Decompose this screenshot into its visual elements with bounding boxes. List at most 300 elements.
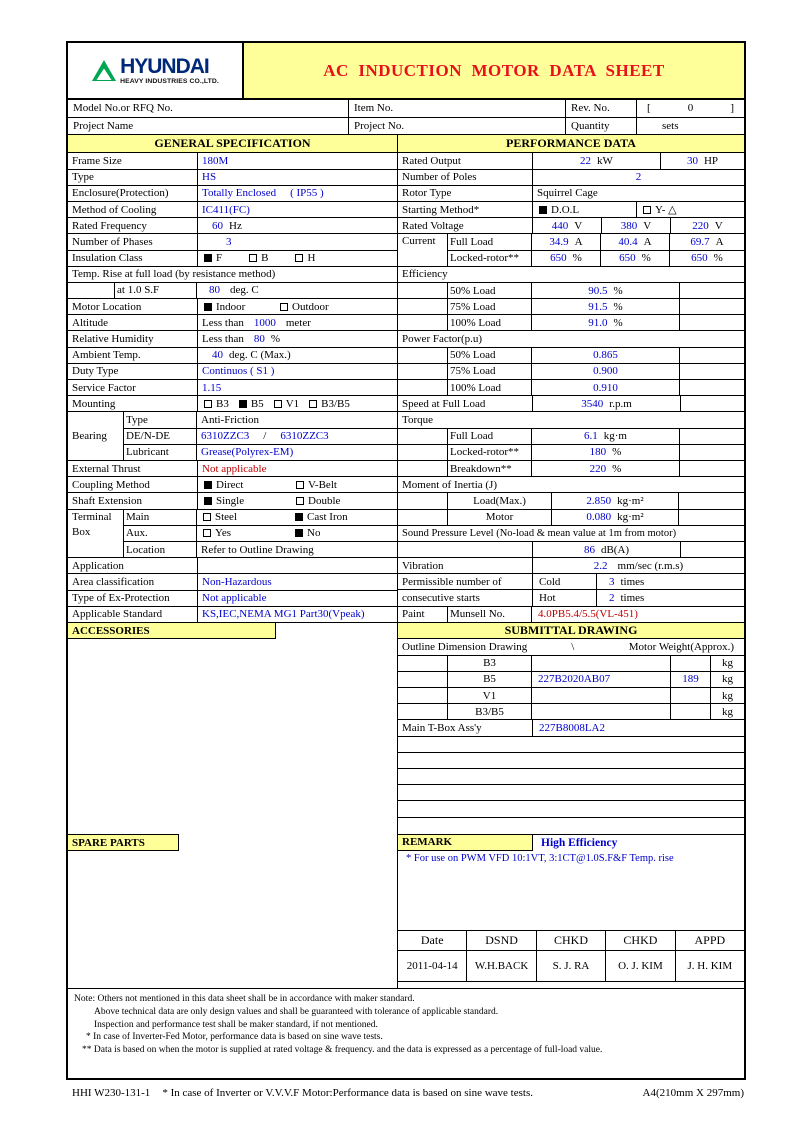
row-service-factor-temp — [68, 283, 397, 299]
checkbox-item — [296, 495, 340, 507]
value-text: 220 — [692, 219, 709, 232]
outline-label: Outline Dimension Drawing — [402, 641, 528, 654]
label-text: Area classification — [72, 575, 155, 588]
field-label — [68, 591, 198, 606]
value-text: 3 — [226, 235, 232, 248]
field-value — [198, 234, 397, 249]
checkbox-label: F — [216, 252, 223, 265]
indent-cell — [398, 704, 448, 719]
unit-text: % — [612, 462, 622, 475]
label-text: Aux. — [126, 527, 148, 540]
field-value — [532, 380, 680, 395]
label-text: Locked-rotor** — [450, 446, 520, 459]
label-text: Coupling Method — [72, 478, 150, 491]
label-text: Ambient Temp. — [72, 349, 141, 362]
unit-text: % — [713, 252, 723, 265]
remark-header: REMARK — [398, 835, 533, 851]
label-text: Efficiency — [402, 268, 448, 281]
value-text: 380 — [620, 219, 638, 232]
row-efficiency-75 — [398, 299, 744, 315]
drawing-no-cell — [532, 656, 671, 671]
empty-row — [398, 785, 744, 801]
label-text: Method of Cooling — [72, 203, 157, 216]
label-text: Motor — [485, 511, 514, 524]
field-label — [68, 331, 198, 346]
label-text: Locked-rotor** — [450, 252, 520, 265]
checkbox-icon — [204, 481, 212, 489]
row-efficiency-header — [398, 267, 744, 283]
value-text: 650 — [550, 252, 567, 265]
current-cell — [601, 234, 670, 249]
field-value — [197, 445, 397, 460]
section-label — [398, 477, 744, 492]
value-text: 3 — [609, 575, 615, 588]
empty-cell — [398, 737, 744, 752]
label-text: Frame Size — [72, 154, 122, 167]
indent-cell — [398, 315, 448, 330]
item-no-cell — [349, 100, 566, 117]
row-sound-value — [398, 542, 744, 558]
unit-text: V — [643, 219, 652, 232]
indent-cell — [398, 380, 448, 395]
drawing-no-cell — [532, 704, 671, 719]
remark-headline-cell — [533, 835, 744, 851]
checkbox-icon — [280, 303, 288, 311]
approval-signature-cell — [676, 951, 744, 981]
checkbox-icon — [274, 400, 282, 408]
checkbox-icon — [539, 206, 547, 214]
model-no-label: Model No.or RFQ No. — [73, 102, 173, 115]
label-text: Munsell No. — [450, 608, 505, 621]
row-power-factor-header — [398, 331, 744, 347]
label-text: Temp. Rise at full load (by resistance method) — [72, 268, 276, 281]
label-text: Torque — [402, 414, 433, 426]
unit-text: % — [613, 316, 623, 329]
checkbox-label: V-Belt — [308, 478, 337, 491]
indent-cell — [398, 348, 448, 363]
row-frame-size — [68, 153, 397, 169]
value-text: S. J. RA — [552, 959, 590, 972]
approval-header-cell — [606, 931, 675, 950]
field-label — [398, 574, 533, 589]
row-ex-protection — [68, 591, 397, 607]
label-text: Moment of Inertia (J) — [402, 478, 497, 491]
label-text: 75% Load — [450, 365, 496, 378]
label-text: Full Load — [450, 235, 494, 248]
voltage-cell — [533, 218, 602, 233]
unit-text: Hz — [229, 219, 242, 232]
checkbox-icon — [296, 481, 304, 489]
backslash-separator: \ — [571, 641, 575, 654]
field-value — [533, 396, 681, 411]
row-enclosure — [68, 186, 397, 202]
value-text: Non-Hazardous — [202, 575, 272, 588]
field-value — [197, 542, 397, 557]
value-text: 80 — [253, 333, 265, 346]
field-label — [398, 170, 533, 185]
checkbox-label: H — [307, 252, 316, 265]
value-text: 34.9 — [549, 235, 569, 248]
label-text: Main T-Box Ass'y — [402, 721, 482, 734]
brand-subtitle: HEAVY INDUSTRIES CO.,LTD. — [120, 78, 219, 85]
outline-cell — [398, 639, 744, 654]
unit-text: mm/sec (r.m.s) — [617, 559, 684, 572]
tail-cell — [681, 542, 744, 557]
checkbox-icon — [204, 400, 212, 408]
checkbox-label: Yes — [215, 527, 232, 540]
value-text-2: 6310ZZC3 — [280, 430, 329, 443]
sub-label — [124, 445, 197, 460]
checkbox-label: B3 — [216, 397, 229, 410]
tail-cell — [680, 461, 744, 476]
field-value — [532, 607, 744, 622]
munsell-label-cell — [448, 607, 532, 622]
field-label — [68, 461, 198, 476]
indent-cell — [398, 445, 448, 460]
section-label — [398, 526, 744, 541]
value-text: 3540 — [581, 397, 604, 410]
sub-label — [115, 283, 197, 298]
item-no-label: Item No. — [354, 102, 394, 115]
label-text: 75% Load — [450, 300, 496, 313]
starting-yd-cell — [637, 202, 744, 217]
model-no-cell — [68, 100, 349, 117]
sub-label — [448, 348, 532, 363]
terminal-box-label-cell — [68, 510, 124, 558]
label-text: Relative Humidity — [72, 333, 154, 346]
sub-label — [124, 542, 197, 557]
project-no-label: Project No. — [354, 119, 405, 132]
indent-cell — [398, 283, 448, 298]
approval-header-row — [398, 931, 744, 951]
unit-text: kg — [722, 705, 733, 718]
weight-unit-cell — [711, 672, 744, 687]
starting-dol-cell — [533, 202, 637, 217]
field-value — [532, 283, 680, 298]
field-label — [398, 607, 448, 622]
header-text: Date — [420, 932, 444, 947]
field-value — [597, 590, 744, 605]
approval-date-cell — [398, 951, 467, 981]
performance-data-header: PERFORMANCE DATA — [398, 135, 744, 153]
value-text: KS,IEC,NEMA MG1 Part30(Vpeak) — [202, 608, 365, 621]
spacer — [398, 818, 744, 835]
row-torque-breakdown — [398, 461, 744, 477]
label-text: Hot — [539, 592, 556, 605]
row-applicable-standard — [68, 607, 397, 623]
field-value — [198, 186, 397, 201]
value-text: Not applicable — [202, 462, 267, 475]
output-hp-cell — [661, 153, 744, 168]
checkbox-item — [204, 252, 222, 264]
checkbox-item — [295, 511, 348, 523]
field-value — [198, 607, 397, 622]
row-bearing-type — [124, 412, 397, 428]
checkbox-item — [203, 527, 295, 539]
checkbox-label: D.O.L — [551, 203, 580, 216]
field-value — [198, 218, 397, 233]
value-text: Totally Enclosed — [202, 187, 277, 200]
label-text: Current — [402, 235, 436, 248]
label-text: Load(Max.) — [473, 494, 526, 507]
field-value — [197, 283, 397, 298]
sub-label — [124, 526, 197, 541]
row-area-classification — [68, 574, 397, 590]
label-text: Application — [72, 559, 124, 572]
value-text: Squirrel Cage — [537, 187, 598, 200]
value-text: 90.5 — [588, 284, 608, 297]
field-value — [198, 574, 397, 589]
rev-no-label: Rev. No. — [571, 102, 610, 115]
value-text: 0.080 — [586, 511, 612, 524]
label-text: 100% Load — [450, 381, 502, 394]
label-text: Bearing — [72, 430, 107, 443]
field-label — [398, 558, 533, 573]
label-text: Full Load — [450, 430, 494, 443]
row-inertia-motor — [398, 510, 744, 526]
sheet-header — [68, 43, 744, 100]
checkbox-icon — [309, 400, 317, 408]
value-text: 440 — [551, 219, 569, 232]
value-text: 1.15 — [202, 381, 222, 394]
tail-cell — [680, 315, 744, 330]
value-text: 2 — [635, 171, 642, 184]
row-drawing-v1 — [398, 688, 744, 704]
field-value — [533, 542, 681, 557]
note-line: * In case of Inverter-Fed Motor, performance data is based on sine wave tests. — [86, 1032, 383, 1043]
quantity-value-cell — [637, 118, 744, 135]
field-value — [533, 558, 744, 573]
sub-label — [448, 364, 532, 379]
indent-cell — [398, 493, 448, 508]
mount-label — [448, 688, 532, 703]
unit-text: V — [714, 219, 723, 232]
current-label-cell — [398, 234, 448, 265]
label-text: B3 — [483, 657, 496, 670]
mount-label — [448, 672, 532, 687]
field-value — [532, 461, 680, 476]
field-value — [532, 364, 680, 379]
sub-label — [448, 493, 552, 508]
label-text: External Thrust — [72, 462, 141, 475]
bearing-label-cell — [68, 412, 124, 460]
field-value — [597, 574, 744, 589]
row-ambient-temp — [68, 348, 397, 364]
field-value — [198, 170, 397, 185]
sub-label — [448, 445, 532, 460]
checkbox-item — [204, 479, 296, 491]
label-text: Rated Output — [402, 154, 461, 167]
current-cell — [601, 251, 670, 266]
project-name-cell — [68, 118, 349, 135]
row-starts-cold — [398, 574, 744, 590]
unit-text: kg — [722, 689, 733, 702]
checkbox-label: Indoor — [216, 300, 246, 313]
rev-no-value-cell — [637, 100, 744, 117]
empty-row — [398, 737, 744, 753]
label-text: Cold — [539, 575, 561, 588]
value-text: 0.865 — [593, 349, 618, 362]
note-line: Inspection and performance test shall be maker standard, if not mentioned. — [94, 1019, 378, 1030]
field-value — [198, 396, 397, 411]
header-text: DSND — [485, 932, 518, 947]
checkbox-item — [239, 398, 264, 410]
label-text: Paint — [402, 608, 425, 621]
value-text: 91.0 — [588, 316, 608, 329]
value-prefix: Less than — [202, 333, 244, 346]
row-torque-header — [398, 412, 744, 428]
value-text: 60 — [212, 219, 223, 232]
label-text: B3/B5 — [475, 705, 504, 718]
checkbox-label: Single — [216, 494, 245, 507]
checkbox-label: Double — [308, 494, 341, 507]
row-pf-50 — [398, 348, 744, 364]
approval-table — [398, 930, 744, 982]
checkbox-item — [203, 511, 295, 523]
row-pf-100 — [398, 380, 744, 396]
checkbox-label: No — [307, 527, 321, 540]
label-text: Insulation Class — [72, 252, 143, 265]
general-specification-column — [68, 135, 398, 988]
value-text: 2.850 — [586, 494, 612, 507]
indent-cell — [398, 461, 448, 476]
value-text: W.H.BACK — [474, 959, 529, 972]
row-humidity — [68, 331, 397, 347]
unit-text: A — [643, 235, 652, 248]
row-mounting — [68, 396, 397, 412]
field-value — [198, 493, 397, 508]
label-text: 100% Load — [450, 316, 502, 329]
quantity-cell — [566, 118, 637, 135]
row-rated-output — [398, 153, 744, 169]
rev-bracket-open: [ — [647, 102, 651, 115]
empty-cell — [398, 753, 744, 768]
sub-label — [124, 510, 197, 525]
label-text: Lubricant — [126, 446, 169, 459]
checkbox-icon — [643, 206, 651, 214]
value-text: 0.910 — [593, 381, 618, 394]
data-sheet — [66, 41, 746, 1080]
current-group — [398, 234, 744, 266]
label-text: Starting Method* — [402, 203, 480, 216]
row-coupling-method — [68, 477, 397, 493]
unit-text: kg·m² — [617, 511, 644, 524]
row-efficiency-100 — [398, 315, 744, 331]
weight-cell — [671, 672, 711, 687]
sub-label — [448, 461, 532, 476]
value-text: 6310ZZC3 — [201, 430, 250, 443]
checkbox-item — [295, 527, 320, 539]
approval-signature-cell — [606, 951, 675, 981]
indent-cell — [68, 283, 115, 298]
field-label — [398, 396, 533, 411]
checkbox-label: B5 — [250, 397, 264, 410]
weight-unit-cell — [711, 656, 744, 671]
row-vibration — [398, 558, 744, 574]
field-value — [533, 186, 744, 201]
indent-cell — [398, 299, 448, 314]
checkbox-item — [249, 252, 268, 264]
field-label — [68, 234, 198, 249]
field-value — [197, 510, 397, 525]
unit-text: kg·m² — [617, 494, 644, 507]
field-label — [398, 202, 533, 217]
accessories-row — [68, 623, 397, 640]
section-label — [398, 412, 744, 427]
outline-inner — [398, 641, 744, 653]
row-bearing-lubricant — [124, 445, 397, 460]
value-text: Grease(Polyrex-EM) — [201, 446, 294, 459]
label-text: Applicable Standard — [72, 608, 163, 621]
field-value — [198, 558, 397, 573]
unit-text: kg — [722, 657, 733, 670]
row-phases — [68, 234, 397, 250]
hot-label-cell — [533, 590, 597, 605]
general-specification-header: GENERAL SPECIFICATION — [68, 135, 397, 153]
field-label — [68, 558, 198, 573]
label-text: Rated Voltage — [402, 219, 464, 232]
drawing-no-cell — [532, 688, 671, 703]
row-paint — [398, 607, 744, 623]
label-text: Number of Poles — [402, 171, 477, 184]
field-value — [198, 380, 397, 395]
row-rotor-type — [398, 186, 744, 202]
footer-note: * In case of Inverter or V.V.V.F Motor:Performance data is based on sine wave tests. — [162, 1087, 533, 1099]
row-efficiency-50 — [398, 283, 744, 299]
field-label — [68, 218, 198, 233]
checkbox-item — [309, 398, 350, 410]
field-value — [532, 348, 680, 363]
checkbox-item — [204, 398, 229, 410]
checkbox-label: Outdoor — [292, 300, 329, 313]
field-label — [68, 477, 198, 492]
row-rated-voltage — [398, 218, 744, 234]
checkbox-label: Direct — [216, 478, 244, 491]
value-text: 40 — [212, 349, 223, 362]
note-line: Note: Others not mentioned in this data sheet shall be in accordance with maker standard. — [74, 994, 415, 1004]
approval-signature-cell — [537, 951, 606, 981]
label-text: Breakdown** — [450, 462, 512, 475]
spare-parts-row — [68, 834, 397, 851]
section-label — [398, 267, 744, 282]
field-label — [68, 574, 198, 589]
field-value — [532, 445, 680, 460]
checkbox-label: B3/B5 — [321, 397, 350, 410]
field-label — [398, 218, 533, 233]
field-label — [68, 202, 198, 217]
field-value — [198, 591, 397, 606]
tail-cell — [680, 380, 744, 395]
value-text: 650 — [691, 252, 708, 265]
row-drawing-b5 — [398, 672, 744, 688]
field-value — [197, 429, 397, 444]
unit-text: kg — [722, 673, 733, 686]
indent-cell — [398, 510, 448, 525]
row-pf-75 — [398, 364, 744, 380]
info-row-1 — [68, 100, 744, 118]
field-value — [552, 510, 679, 525]
checkbox-icon — [203, 513, 211, 521]
bearing-rows — [124, 412, 397, 460]
checkbox-label: Y- △ — [655, 204, 677, 217]
field-value — [198, 315, 397, 330]
row-cooling — [68, 202, 397, 218]
weight-cell — [671, 688, 711, 703]
row-outline-dimension — [398, 639, 744, 655]
rev-bracket-close: ] — [730, 102, 734, 115]
label-text: Permissible number of — [402, 575, 502, 588]
label-text: Number of Phases — [72, 235, 153, 248]
